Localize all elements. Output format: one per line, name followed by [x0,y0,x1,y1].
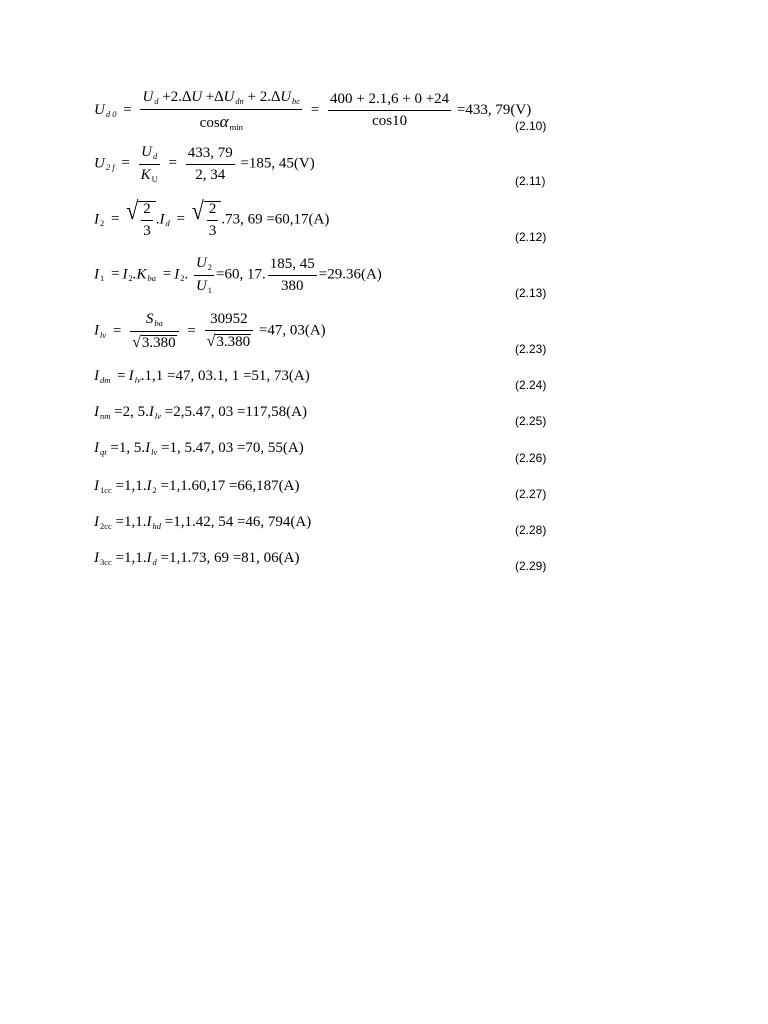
symbol: .K [132,266,147,283]
equation-number: (2.27) [515,487,547,501]
subscript: d 0 [105,108,117,119]
equals: = [187,322,196,339]
subscript: lv [154,411,161,421]
equals: = [111,211,120,228]
denominator: 3 [208,223,217,239]
result: =185, 45(V) [240,155,315,172]
equation-number: (2.10) [515,119,547,133]
denominator: √ 3.380 [206,333,251,351]
subscript: dn [235,96,244,106]
equation-number: (2.29) [515,559,547,573]
fraction [205,312,254,350]
subscript: min [229,121,243,132]
subscript: 1cc [100,485,112,495]
symbol: I [94,478,99,494]
alpha-symbol: α [219,111,229,131]
fraction [130,312,179,351]
symbol: U [94,101,105,118]
numerator [139,145,160,165]
symbol: I [174,266,180,283]
subscript: ba [154,318,163,328]
symbol: I [159,211,165,228]
numerator: 2 [141,202,153,221]
subscript: qt [100,447,107,457]
result: =1,1.73, 69 =81, 06(A) [160,550,300,566]
equation-number: (2.28) [515,523,547,537]
result: =1,1.60,17 =66,187(A) [160,478,300,494]
subscript: U [151,173,158,184]
symbol: U [195,255,207,271]
result: =1,1.42, 54 =46, 794(A) [164,514,312,530]
subscript: 3cc [100,557,112,567]
fraction [207,202,219,239]
subscript: 2cc [100,521,112,531]
equation-2-28 [94,515,311,531]
result: =1, 5.47, 03 =70, 55(A) [160,440,304,456]
subscript: nm [100,411,111,421]
symbol: I [146,514,152,530]
subscript: lv [100,329,107,340]
subscript: d [152,151,158,161]
numerator: 30952 [205,312,254,331]
equals: = [162,266,172,283]
symbol: I [94,266,99,283]
equation-number: (2.12) [515,230,547,244]
equals: = [121,155,130,172]
delta-symbol: ∆ [214,89,224,105]
subscript: 2 [180,273,185,284]
subscript: lv [151,447,158,457]
fraction [328,92,451,129]
result: .1,1 =47, 03.1, 1 =51, 73(A) [140,368,310,384]
equation-number: (2.11) [515,174,546,188]
symbol: U [94,155,105,172]
operator: +2. [162,89,182,105]
symbol: U [141,144,152,160]
fraction [140,90,302,131]
fraction [141,202,153,239]
symbol: I [148,404,154,420]
denominator [139,165,160,184]
numerator: 2 [207,202,219,221]
operator: =1, 5. [110,440,146,456]
equals: = [111,266,120,283]
square-root: √ $\frac{2}{3}$ [192,201,222,239]
symbol: U [142,89,154,105]
subscript: dm [100,375,111,385]
subscript: d [165,218,170,229]
equation-2-12 [94,195,330,239]
symbol: I [146,478,152,494]
result: =47, 03(A) [258,322,326,339]
equation-number: (2.26) [515,451,547,465]
symbol: I [94,322,99,339]
denominator: cos10 [372,113,408,129]
symbol: U [223,89,235,105]
subscript: 2 [128,273,133,284]
symbol: U [191,89,203,105]
equals: = [310,101,320,118]
equals: = [176,211,186,228]
equation-2-24 [94,369,310,385]
subscript: ba [147,273,156,284]
equation-2-27 [94,479,300,495]
equation-2-25 [94,405,307,421]
operator: =1,1. [115,514,147,530]
equals: = [168,155,177,172]
symbol: I [94,211,99,228]
square-root: √ $\frac{2}{3}$ [126,201,156,239]
numerator [140,90,302,110]
symbol: I [94,440,99,456]
subscript: 2 [207,262,213,272]
delta-symbol: ∆ [271,89,281,105]
operator: =1,1. [115,550,147,566]
symbol: I [94,368,99,384]
fraction [268,257,317,294]
subscript: lv [134,375,141,385]
subscript: 1 [207,284,213,295]
symbol: I [94,550,99,566]
operator: =60, 17. [216,266,266,283]
denominator: 2, 34 [195,166,226,183]
equation-2-23 [94,312,326,351]
subscript: 2 [152,485,157,495]
fraction [194,256,214,294]
numerator: 400 + 2.1,6 + 0 +24 [328,92,451,111]
equation-number: (2.25) [515,414,547,428]
numerator: 433, 79 [186,146,235,165]
subscript: 2 [100,218,105,229]
equation-2-13: $I_1 = I_2.K_{ba} = I_2$. $\frac{U_2}{U_1}$ =60, 17. $\frac{185, 45}{380}$ =29.36(A) [94,255,382,295]
symbol: U [195,277,207,294]
result: =29.36(A) [318,266,382,283]
fraction [139,145,160,183]
subscript: 1 [100,273,105,284]
symbol: I [145,440,151,456]
equals: = [123,101,132,118]
subscript: d [152,557,157,567]
denominator: 380 [281,277,304,294]
symbol: I [128,368,134,384]
function-name: cos [199,114,220,131]
symbol: S [145,311,154,327]
equals: = [112,322,122,339]
equation-number: (2.13) [515,286,547,300]
operator: + [205,89,215,105]
equation-2-11 [94,145,315,183]
symbol: I [94,404,99,420]
operator: =2, 5. [114,404,149,420]
operator: =1,1. [115,478,147,494]
symbol: I [146,550,152,566]
denominator [194,276,214,295]
equation-number: (2.23) [515,342,547,356]
fraction [186,146,235,183]
subscript: 2 f [105,162,115,173]
result: =2,5.47, 03 =117,58(A) [164,404,307,420]
symbol: K [140,166,151,183]
numerator [130,312,179,332]
subscript: bc [292,96,301,106]
symbol: U [280,89,292,105]
symbol: I [94,514,99,530]
subscript: d [154,96,159,106]
subscript: hd [152,521,162,531]
operator: + 2. [247,89,271,105]
equation-2-10 [94,90,531,131]
denominator: 3 [143,223,151,239]
denominator: √ 3.380 [132,333,176,351]
operator: . [155,211,160,228]
equation-2-29 [94,551,300,567]
numerator: 185, 45 [268,257,317,276]
symbol: I [122,266,128,283]
equation-2-26 [94,441,304,457]
equals: = [117,368,126,384]
result: .73, 69 =60,17(A) [221,211,330,228]
result: =433, 79(V) [456,101,532,118]
delta-symbol: ∆ [182,89,192,105]
denominator [140,110,302,132]
numerator [194,256,214,276]
equation-number: (2.24) [515,378,547,392]
